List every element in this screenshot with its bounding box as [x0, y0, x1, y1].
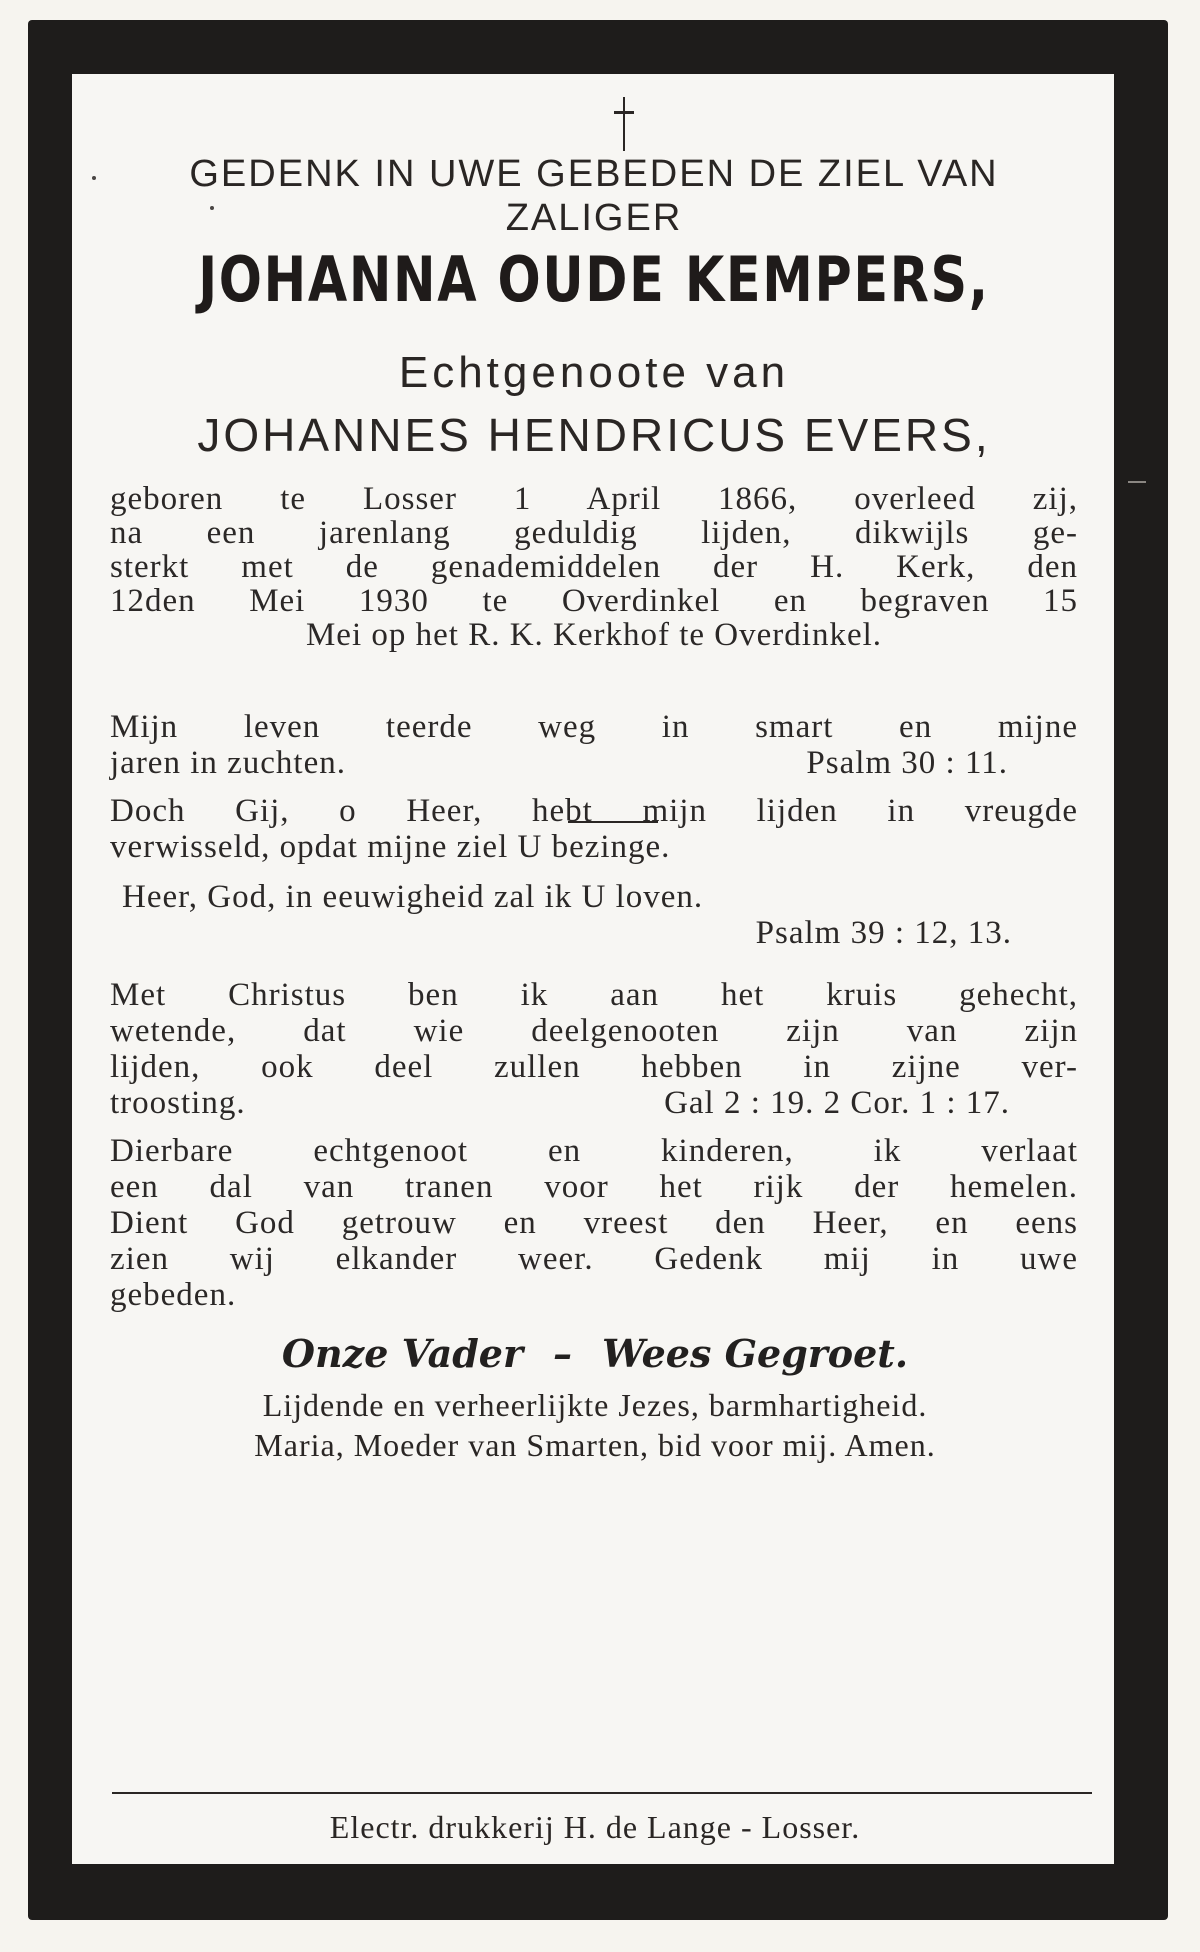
verse-1-reference: Psalm 30 : 11. — [806, 745, 1008, 781]
spouse-name: JOHANNES HENDRICUS EVERS, — [197, 409, 991, 461]
print-speck — [92, 176, 96, 180]
prayer-hail-mary: Wees Gegroet. — [602, 1331, 909, 1376]
prayer-separator: – — [553, 1331, 573, 1376]
verse-4-line-2: wetende, dat wie deelgenooten zijn van zijn — [110, 1013, 1078, 1049]
prayers-line — [120, 1332, 1070, 1376]
verse-5-line-4: zien wij elkander weer. Gedenk mij in uwe — [110, 1241, 1078, 1277]
closing-line-2: Maria, Moeder van Smarten, bid voor mij. Amen. — [254, 1427, 936, 1463]
biography-line-4: 12den Mei 1930 te Overdinkel en begraven 15 — [110, 583, 1078, 619]
verse-3-line-1: Heer, God, in eeuwigheid zal ik U loven. — [122, 879, 704, 915]
bottom-divider — [112, 1792, 1092, 1794]
biography-line-3: sterkt met de genademiddelen der H. Kerk, den — [110, 549, 1078, 585]
verse-1-text: jaren in zuchten. — [110, 745, 346, 781]
verse-4-line-4 — [110, 1084, 1078, 1123]
verse-5-line-1: Dierbare echtgenoot en kinderen, ik verlaat — [110, 1133, 1078, 1169]
verse-1-line-2 — [110, 744, 1078, 783]
verse-3-reference: Psalm 39 : 12, 13. — [755, 915, 1012, 951]
verse-5-line-5: gebeden. — [110, 1277, 237, 1313]
verse-4-text: troosting. — [110, 1085, 246, 1121]
verse-2-line-2: verwisseld, opdat mijne ziel U bezinge. — [110, 829, 671, 865]
verse-4-line-1: Met Christus ben ik aan het kruis gehecht, — [110, 977, 1078, 1013]
biography-line-2: na een jarenlang geduldig lijden, dikwijls ge- — [110, 515, 1078, 551]
cross-icon — [612, 95, 636, 155]
verse-5-line-2: een dal van tranen voor het rijk der hemelen. — [110, 1169, 1078, 1205]
closing-line-1: Lijdende en verheerlijkte Jezes, barmhartigheid. — [262, 1387, 928, 1423]
card-paper — [72, 74, 1114, 1864]
heading-line-2: ZALIGER — [505, 197, 683, 239]
printer-credit: Electr. drukkerij H. de Lange - Losser. — [329, 1809, 861, 1845]
prayer-our-father: Onze Vader — [281, 1331, 524, 1376]
verse-4-line-3: lijden, ook deel zullen hebben in zijne ver- — [110, 1049, 1078, 1085]
verse-4-reference: Gal 2 : 19. 2 Cor. 1 : 17. — [664, 1085, 1010, 1121]
biography-line-1: geboren te Losser 1 April 1866, overleed zij, — [110, 481, 1078, 517]
verse-1-line-1: Mijn leven teerde weg in smart en mijne — [110, 709, 1078, 745]
edge-mark — [1128, 481, 1146, 483]
spouse-label: Echtgenoote van — [398, 348, 790, 397]
biography-line-5: Mei op het R. K. Kerkhof te Overdinkel. — [305, 617, 883, 653]
verse-5-line-3: Dient God getrouw en vreest den Heer, en eens — [110, 1205, 1078, 1241]
deceased-name: JOHANNA OUDE KEMPERS, — [198, 243, 990, 316]
verse-2-line-1: Doch Gij, o Heer, hebt mijn lijden in vreugde — [110, 793, 1078, 829]
heading-line-1: GEDENK IN UWE GEBEDEN DE ZIEL VAN — [189, 153, 999, 195]
